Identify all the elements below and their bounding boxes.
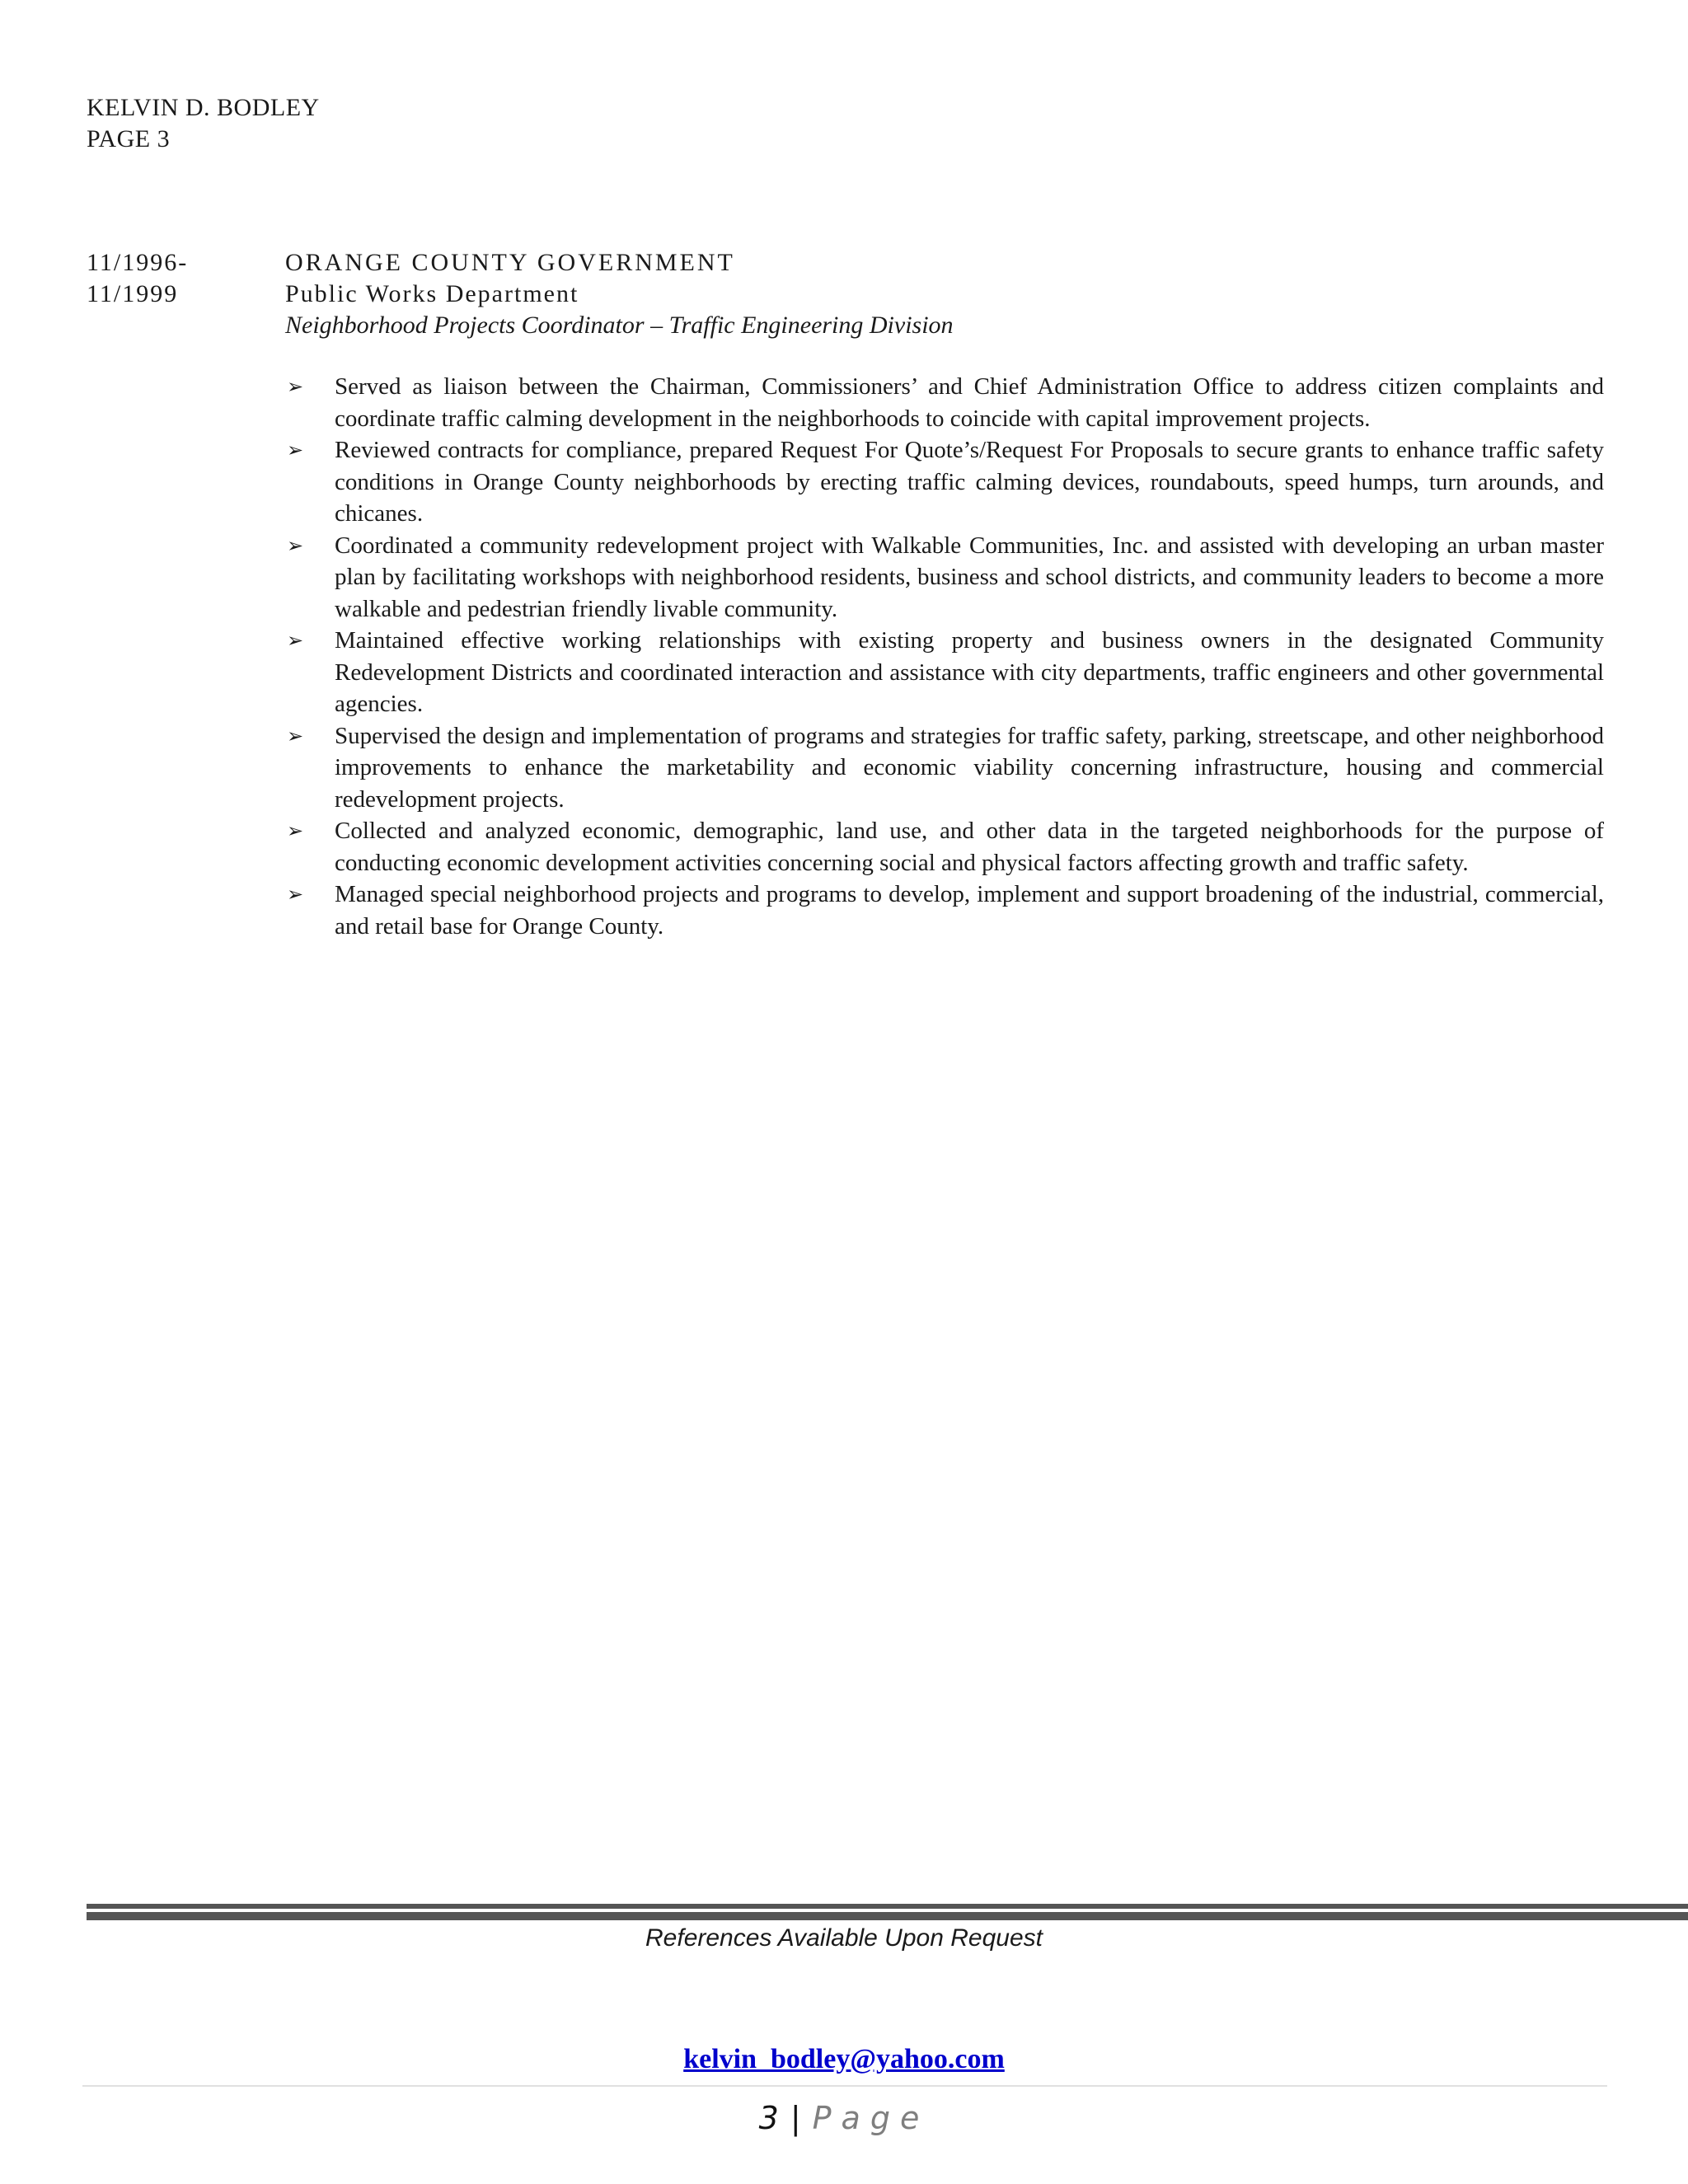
arrowhead-bullet-icon: ➢	[287, 629, 304, 652]
list-item	[285, 879, 1604, 942]
page-label: PAGE 3	[87, 125, 171, 152]
bullet-text: Managed special neighborhood projects and programs to develop, implement and support broadening of the industrial, commercial, and retail base for Orange County.	[335, 881, 1604, 940]
arrowhead-bullet-icon: ➢	[287, 533, 304, 557]
list-item	[285, 625, 1604, 720]
bullet-text: Served as liaison between the Chairman, Commissioners’ and Chief Administration Office to address citizen complaints and coordinate traffic calming development in the neighborhoods to coincide with capital improvement projects.	[335, 373, 1604, 432]
department-name: Public Works Department	[285, 280, 579, 307]
footer-divider-gap	[1599, 1909, 1688, 1912]
arrowhead-bullet-icon: ➢	[287, 375, 304, 398]
arrowhead-bullet-icon: ➢	[287, 724, 304, 748]
list-item	[285, 530, 1604, 626]
date-start: 11/1996-	[87, 249, 189, 276]
page-footer-line	[82, 2085, 1607, 2087]
candidate-name: KELVIN D. BODLEY	[87, 94, 320, 121]
page-header	[87, 92, 320, 155]
arrowhead-bullet-icon: ➢	[287, 819, 304, 842]
references-note: References Available Upon Request	[645, 1924, 1043, 1952]
page-number-value: 3	[758, 2100, 779, 2136]
responsibilities-list	[285, 371, 1604, 942]
date-end: 11/1999	[87, 280, 179, 307]
footer-divider-top	[87, 1904, 1688, 1909]
bullet-text: Maintained effective working relationships with existing property and business owners in the designated Community Redevelopment Districts and coordinated interaction and assistance with city departments, traffic engineers and other governmental agencies.	[335, 627, 1604, 717]
job-heading	[285, 247, 954, 341]
footer-divider-bottom	[87, 1912, 1688, 1920]
page-word: Page	[812, 2100, 930, 2136]
employer-name: ORANGE COUNTY GOVERNMENT	[285, 249, 735, 276]
bullet-text: Collected and analyzed economic, demographic, land use, and other data in the targeted neighborhoods for the purpose of conducting economic development activities concerning social and physical factors affecting growth and traffic safety.	[335, 818, 1604, 876]
bullet-text: Supervised the design and implementation of programs and strategies for traffic safety, parking, streetscape, and other neighborhood improvements to enhance the marketability and economic viability concerning infrastructure, housing and commercial redevelopment projects.	[335, 722, 1604, 813]
bullet-text: Coordinated a community redevelopment project with Walkable Communities, Inc. and assisted with developing an urban master plan by facilitating workshops with neighborhood residents, business and school districts, and community leaders to become a more walkable and pedestrian friendly livable community.	[335, 532, 1604, 622]
employment-dates	[87, 247, 188, 310]
page-number-separator: |	[790, 2100, 801, 2136]
page-number	[0, 2100, 1688, 2136]
list-item	[285, 371, 1604, 434]
email-link[interactable]: kelvin_bodley@yahoo.com	[683, 2044, 1005, 2074]
bullet-text: Reviewed contracts for compliance, prepared Request For Quote’s/Request For Proposals to secure grants to enhance traffic safety conditions in Orange County neighborhoods by erecting traffic calming devices, roundabouts, speed humps, turn arounds, and chicanes.	[335, 437, 1604, 527]
arrowhead-bullet-icon: ➢	[287, 438, 304, 462]
job-title: Neighborhood Projects Coordinator – Traffic Engineering Division	[285, 312, 954, 339]
list-item	[285, 815, 1604, 879]
list-item	[285, 434, 1604, 530]
arrowhead-bullet-icon: ➢	[287, 883, 304, 906]
list-item	[285, 720, 1604, 816]
